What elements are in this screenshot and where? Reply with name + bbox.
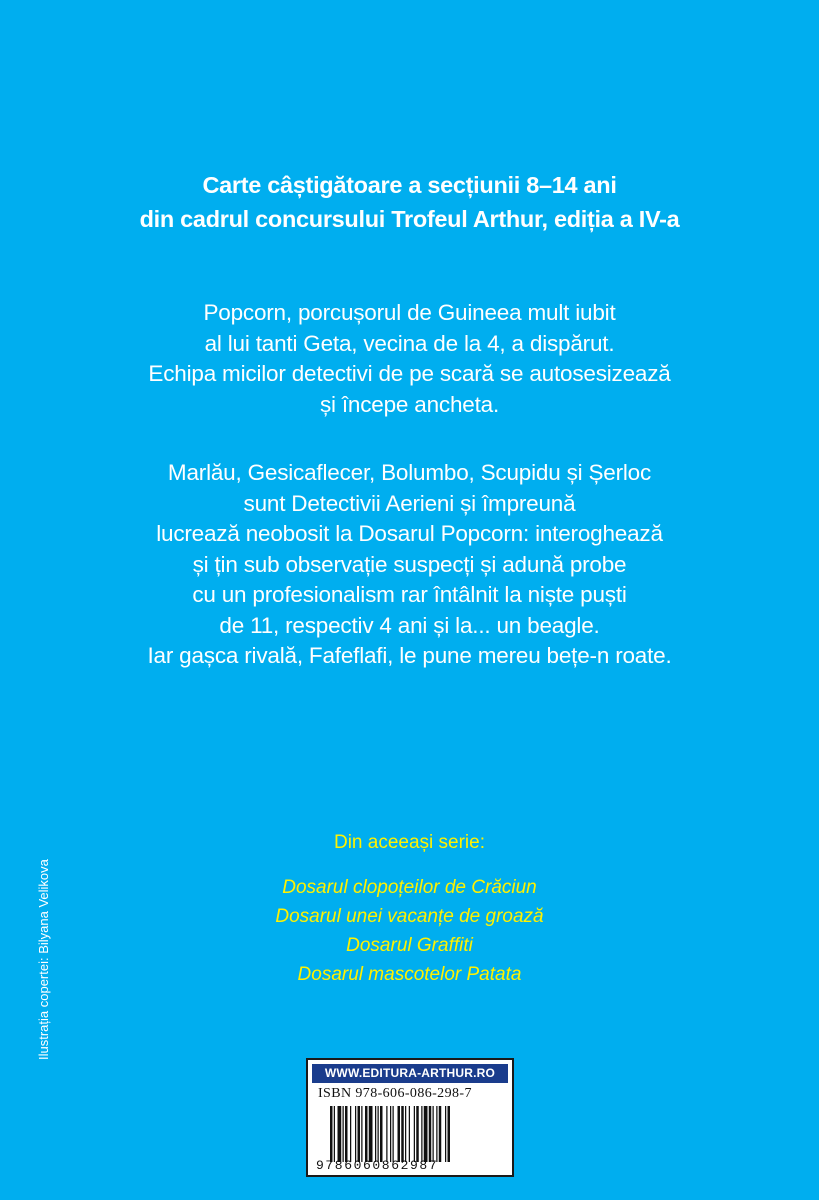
blurb-line: Iar gașca rivală, Fafeflafi, le pune mereu bețe-n roate. [147,643,672,668]
blurb-paragraph-1 [0,298,819,420]
isbn-label: ISBN 978-606-086-298-7 [318,1086,472,1101]
award-text [0,168,819,236]
blurb-line: cu un profesionalism rar întâlnit la niște puști [192,582,627,607]
blurb-line: al lui tanti Geta, vecina de la 4, a dispărut. [204,330,615,356]
award-line-2: din cadrul concursului Trofeul Arthur, ediția a IV-a [139,206,680,232]
series-book-item: Dosarul unei vacanțe de groază [275,906,544,927]
publisher-url: WWW.EDITURA-ARTHUR.RO [312,1064,508,1083]
blurb-line: Popcorn, porcușorul de Guineea mult iubit [203,300,616,325]
award-line-1: Carte câștigătoare a secțiunii 8–14 ani [202,172,617,198]
blurb-line: Echipa micilor detectivi de pe scară se autosesizează [148,361,671,386]
barcode-icon [330,1106,502,1162]
series-book-item: Dosarul Graffiti [346,935,473,956]
blurb-line: și începe ancheta. [319,391,500,417]
series-book-item: Dosarul mascotelor Patata [297,964,522,985]
blurb-line: lucrează neobosit la Dosarul Popcorn: interoghează [156,521,663,546]
series-book-item: Dosarul clopoțeilor de Crăciun [282,877,537,898]
barcode-block [306,1058,514,1177]
blurb-line: de 11, respectiv 4 ani și la... un beagle. [219,612,600,638]
blurb-line: Marlău, Gesicaflecer, Bolumbo, Scupidu și Șerloc [167,460,652,485]
barcode-digits: 9786060862987 [316,1158,439,1173]
series-heading: Din aceeași serie: [333,832,486,853]
series-book-list [0,873,819,989]
blurb-paragraph-2 [0,458,819,672]
blurb-line: și țin sub observație suspecți și adună probe [192,551,627,577]
illustration-credit [36,859,56,1080]
blurb-line: sunt Detectivii Aerieni și împreună [243,490,576,516]
illustration-credit-text: Ilustrația copertei: Bilyana Velikova [36,859,51,1060]
